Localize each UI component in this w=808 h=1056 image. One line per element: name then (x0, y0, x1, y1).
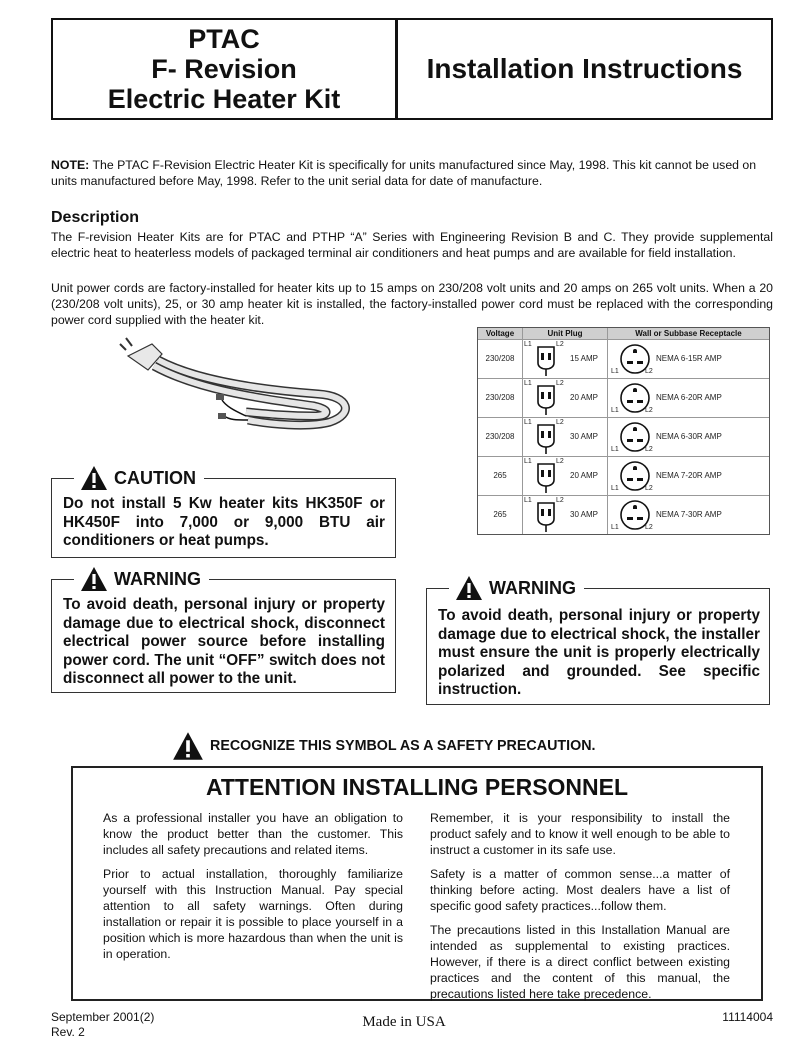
warning-triangle-icon (80, 465, 108, 491)
receptacle-label-l1: L1 (611, 446, 619, 453)
description-para-1: The F-revision Heater Kits are for PTAC and PTHP “A” Series with Engineering Revision B and C. They provide supplemental electric heat to heaterless models of packaged terminal air conditioners and heat pumps and are available for field installation. (51, 230, 773, 260)
voltage-cell: 230/208 (485, 354, 515, 363)
receptacle-label-l2: L2 (645, 368, 653, 375)
attention-right-para-2: Safety is a matter of common sense...a matter of thinking before acting. Most dealers have a list of specific good safety practices...follow them. (430, 867, 730, 913)
receptacle-label-l2: L2 (645, 485, 653, 492)
footer-part-number: 11114004 (722, 1010, 773, 1024)
plug-table-row (478, 456, 769, 496)
pin-label-l1: L1 (524, 341, 532, 348)
note-paragraph (51, 157, 773, 189)
footer-made-in: Made in USA (362, 1014, 446, 1030)
nema-rating-cell: NEMA 6-20R AMP (656, 393, 722, 402)
attention-left-para-2: Prior to actual installation, thoroughly familiarize yourself with this Instruction Manual. Pay special attention to all safety warnings. Often during installation or repair it is possible to place yourself in a position which is more hazardous than when the unit is in operation. (103, 867, 403, 961)
caution-title (74, 465, 204, 491)
warning-2-text: To avoid death, personal injury or property damage due to electrical shock, the installer must ensure the unit is properly electrically polarized and grounded. See specific instruction. (438, 607, 760, 698)
pin-label-l1: L1 (524, 380, 532, 387)
caution-box (51, 467, 396, 558)
pin-label-l2: L2 (556, 341, 564, 348)
warning-box-2 (426, 577, 770, 705)
description-heading: Description (51, 209, 140, 226)
warning-triangle-icon (172, 731, 204, 761)
note-text: The PTAC F-Revision Electric Heater Kit is specifically for units manufactured since May, 1998. This kit cannot be used on units manufactured before May, 1998. Refer to the unit serial data for date of manufacture. (51, 158, 757, 188)
attention-right-para-1: Remember, it is your responsibility to install the product safely and to know it well enough to be able to instruct a customer in its safe use. (430, 811, 730, 857)
footer-date: September 2001(2) (51, 1010, 155, 1024)
title-line-2: F- Revision (151, 54, 297, 84)
warning-2-title-text: WARNING (489, 577, 576, 598)
nema-rating-cell: NEMA 6-30R AMP (656, 432, 722, 441)
attention-left-para-1: As a professional installer you have an obligation to know the product better than the customer. This includes all safety precautions and related items. (103, 811, 403, 857)
pin-label-l2: L2 (556, 380, 564, 387)
col-receptacle-header: Wall or Subbase Receptacle (608, 328, 769, 339)
voltage-cell: 230/208 (485, 432, 515, 441)
voltage-cell: 230/208 (485, 393, 515, 402)
amp-rating-cell: 30 AMP (570, 432, 599, 441)
col-unit-plug-header: Unit Plug (523, 328, 607, 339)
warning-1-title (74, 566, 209, 592)
receptacle-label-l1: L1 (611, 485, 619, 492)
warning-triangle-icon (455, 575, 483, 601)
voltage-cell: 265 (493, 471, 507, 480)
receptacle-label-l2: L2 (645, 524, 653, 531)
title-line-3: Electric Heater Kit (107, 84, 341, 114)
caution-text: Do not install 5 Kw heater kits HK350F or HK450F into 7,000 or 9,000 BTU air conditioners or heat pumps. (63, 495, 385, 549)
plug-table-row (478, 417, 769, 457)
amp-rating-cell: 20 AMP (570, 393, 599, 402)
receptacle-label-l1: L1 (611, 407, 619, 414)
warning-box-1 (51, 568, 396, 693)
amp-rating-cell: 15 AMP (570, 354, 599, 363)
plug-table-row (478, 339, 769, 379)
header-box (51, 18, 773, 120)
safety-symbol-note (172, 731, 596, 761)
product-title (53, 20, 398, 118)
title-line-1: PTAC (188, 24, 260, 54)
nema-rating-cell: NEMA 7-20R AMP (656, 471, 722, 480)
attention-title: ATTENTION INSTALLING PERSONNEL (205, 774, 629, 800)
attention-right-column (430, 810, 730, 1010)
warning-1-title-text: WARNING (114, 568, 201, 589)
description-para-2: Unit power cords are factory-installed for heater kits up to 15 amps on 230/208 volt units and 20 amps on 265 volt units. When a 20 (230/208 volt units), 25, or 30 amp heater kit is installed, the factory-installed power cord must be replaced with the corresponding power cord supplied with the heater kit. (51, 281, 773, 327)
receptacle-label-l1: L1 (611, 524, 619, 531)
col-voltage-header: Voltage (478, 328, 522, 339)
footer-rev: Rev. 2 (51, 1025, 85, 1039)
pin-label-l2: L2 (556, 497, 564, 504)
document-title: Installation Instructions (426, 53, 743, 84)
amp-rating-cell: 30 AMP (570, 510, 599, 519)
warning-1-text: To avoid death, personal injury or property damage due to electrical shock, disconnect electrical power source before installing power cord. The unit “OFF” switch does not disconnect all power to the unit. (63, 596, 385, 687)
nema-rating-cell: NEMA 6-15R AMP (656, 354, 722, 363)
nema-rating-cell: NEMA 7-30R AMP (656, 510, 722, 519)
pin-label-l2: L2 (556, 458, 564, 465)
pin-label-l1: L1 (524, 458, 532, 465)
pin-label-l1: L1 (524, 497, 532, 504)
attention-right-para-3: The precautions listed in this Installation Manual are intended as supplemental to existing practices. However, if there is a direct conflict between existing practices and the content of this manual, the precautions listed here take precedence. (430, 923, 730, 1001)
power-cord-illustration (118, 336, 358, 436)
warning-2-title (449, 575, 584, 601)
attention-left-column (103, 810, 403, 970)
warning-triangle-icon (80, 566, 108, 592)
plug-receptacle-table (477, 327, 770, 535)
receptacle-label-l1: L1 (611, 368, 619, 375)
caution-title-text: CAUTION (114, 467, 196, 488)
pin-label-l1: L1 (524, 419, 532, 426)
receptacle-label-l2: L2 (645, 407, 653, 414)
amp-rating-cell: 20 AMP (570, 471, 599, 480)
pin-label-l2: L2 (556, 419, 564, 426)
plug-table-row (478, 495, 769, 535)
note-label: NOTE: (51, 158, 90, 172)
attention-box (71, 766, 763, 1001)
receptacle-label-l2: L2 (645, 446, 653, 453)
voltage-cell: 265 (493, 510, 507, 519)
plug-table-row (478, 378, 769, 418)
safety-symbol-text: RECOGNIZE THIS SYMBOL AS A SAFETY PRECAUTION. (210, 738, 596, 754)
